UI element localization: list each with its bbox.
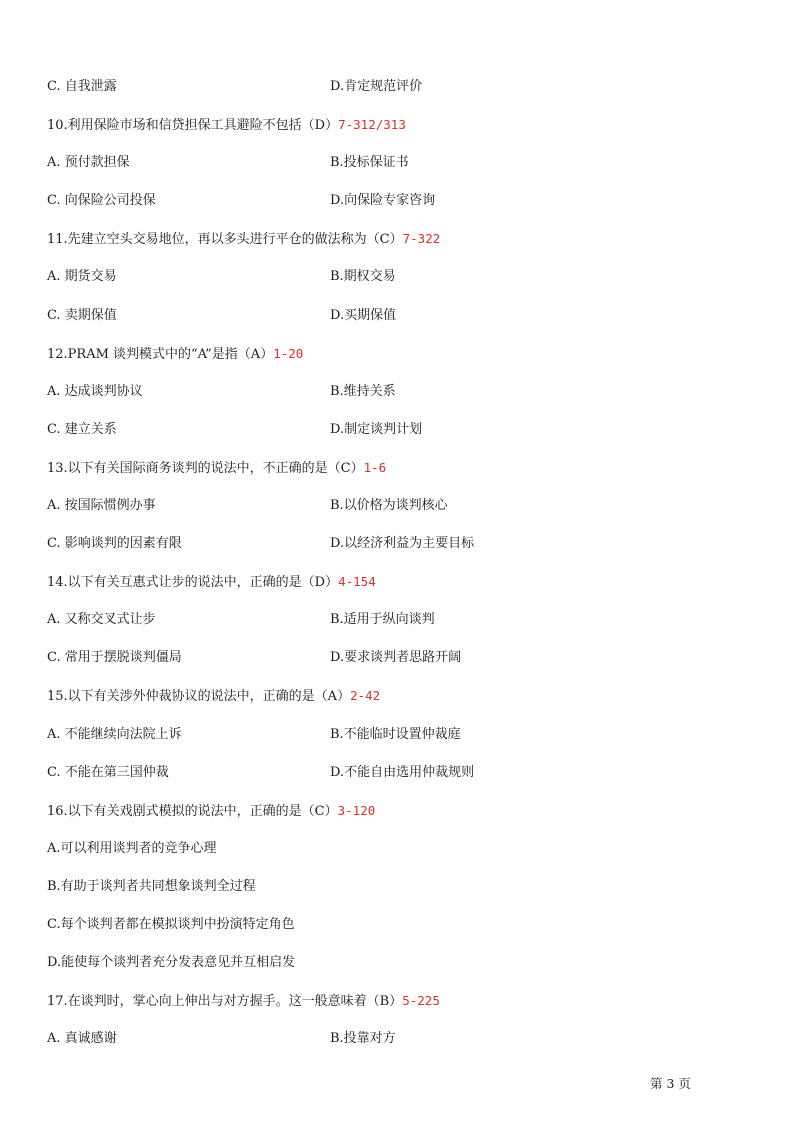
option-b: B.期权交易 bbox=[330, 269, 396, 284]
stem-text: 15.以下有关涉外仲裁协议的说法中，正确的是（A） bbox=[47, 689, 351, 704]
question-stem bbox=[47, 992, 440, 1011]
option-c: C. 建立关系 bbox=[47, 422, 117, 437]
page-number: 第 3 页 bbox=[650, 1076, 691, 1091]
option-a: A. 预付款担保 bbox=[47, 155, 130, 170]
stem-text: 17.在谈判时，掌心向上伸出与对方握手。这一般意味着（B） bbox=[47, 994, 403, 1009]
option-c: C. 向保险公司投保 bbox=[47, 193, 156, 208]
option-d: D.向保险专家咨询 bbox=[330, 193, 436, 208]
option-b: B.投标保证书 bbox=[330, 155, 409, 170]
question-stem bbox=[47, 116, 406, 135]
stem-text: 14.以下有关互惠式让步的说法中，正确的是（D） bbox=[47, 575, 339, 590]
option-b: B.以价格为谈判核心 bbox=[330, 498, 448, 513]
option-c: C. 不能在第三国仲裁 bbox=[47, 765, 169, 780]
stem-text: 11.先建立空头交易地位，再以多头进行平仓的做法称为（C） bbox=[47, 232, 403, 247]
option-d: D.制定谈判计划 bbox=[330, 422, 423, 437]
page-ref: 4-154 bbox=[338, 574, 376, 589]
stem-text: 12.PRAM 谈判模式中的“A”是指（A） bbox=[47, 347, 274, 362]
option-a: A.可以利用谈判者的竞争心理 bbox=[47, 841, 217, 856]
option-d: D.能使每个谈判者充分发表意见并互相启发 bbox=[47, 955, 296, 970]
option-d: D.不能自由选用仲裁规则 bbox=[330, 765, 475, 780]
option-d: D.以经济利益为主要目标 bbox=[330, 536, 475, 551]
page-ref: 7-322 bbox=[402, 231, 441, 246]
option-a: A. 真诚感谢 bbox=[47, 1031, 117, 1046]
page-ref: 1-20 bbox=[273, 346, 304, 361]
option-b: B.有助于谈判者共同想象谈判全过程 bbox=[47, 879, 256, 894]
question-stem bbox=[47, 230, 440, 249]
question-stem bbox=[47, 802, 375, 821]
option-b: B.维持关系 bbox=[330, 384, 396, 399]
question-stem bbox=[47, 687, 380, 706]
option-c: C. 卖期保值 bbox=[47, 308, 117, 323]
stem-text: 13.以下有关国际商务谈判的说法中，不正确的是（C） bbox=[47, 461, 364, 476]
stem-text: 16.以下有关戏剧式模拟的说法中，正确的是（C） bbox=[47, 804, 338, 819]
option-d: D.要求谈判者思路开阔 bbox=[330, 650, 462, 665]
stem-text: 10.利用保险市场和信贷担保工具避险不包括（D） bbox=[47, 118, 339, 133]
option-c: C. 自我泄露 bbox=[47, 79, 117, 94]
option-c: C.每个谈判者都在模拟谈判中扮演特定角色 bbox=[47, 917, 295, 932]
option-a: A. 按国际惯例办事 bbox=[47, 498, 156, 513]
option-a: A. 期货交易 bbox=[47, 269, 117, 284]
page-ref: 7-312/313 bbox=[338, 117, 406, 132]
option-a: A. 不能继续向法院上诉 bbox=[47, 727, 182, 742]
question-stem bbox=[47, 345, 303, 364]
option-c: C. 影响谈判的因素有限 bbox=[47, 536, 182, 551]
page-ref: 5-225 bbox=[402, 993, 440, 1008]
option-d: D.买期保值 bbox=[330, 308, 397, 323]
option-b: B.投靠对方 bbox=[330, 1031, 396, 1046]
page-ref: 2-42 bbox=[350, 688, 381, 703]
option-b: B.适用于纵向谈判 bbox=[330, 612, 435, 627]
question-stem bbox=[47, 573, 376, 592]
page-ref: 1-6 bbox=[363, 460, 387, 475]
option-d: D.肯定规范评价 bbox=[330, 79, 423, 94]
page-ref: 3-120 bbox=[337, 803, 376, 818]
question-stem bbox=[47, 459, 386, 478]
option-c: C. 常用于摆脱谈判僵局 bbox=[47, 650, 182, 665]
option-a: A. 达成谈判协议 bbox=[47, 384, 143, 399]
option-b: B.不能临时设置仲裁庭 bbox=[330, 727, 461, 742]
option-a: A. 又称交叉式让步 bbox=[47, 612, 156, 627]
